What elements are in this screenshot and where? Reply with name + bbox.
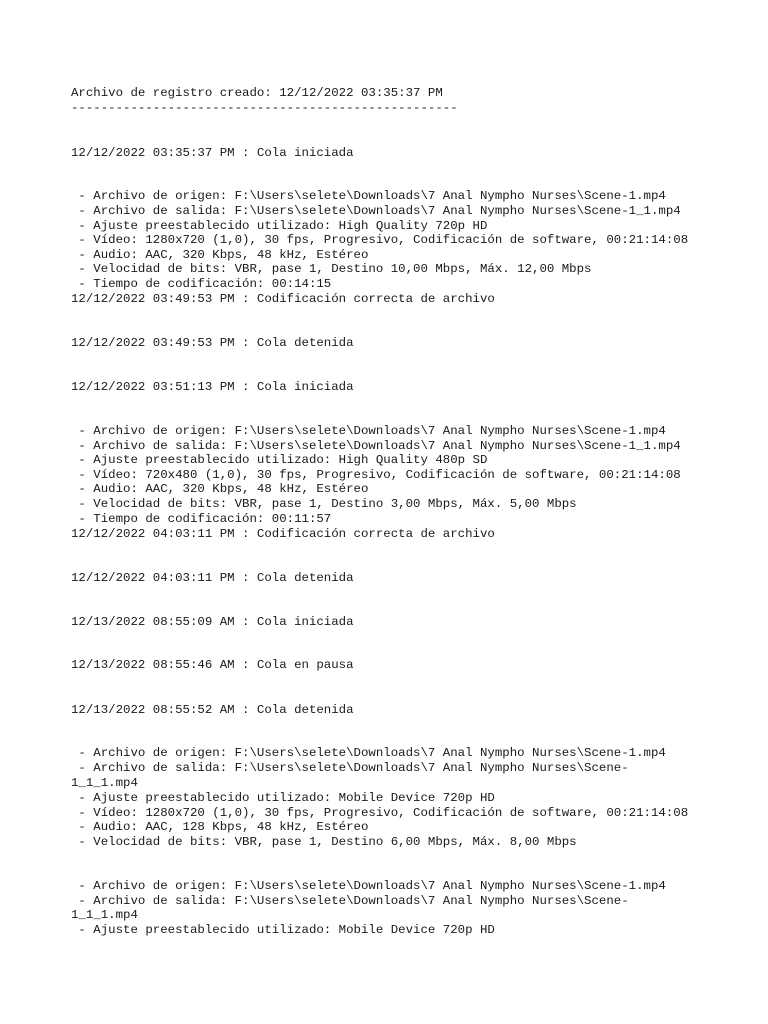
log-detail-line: - Archivo de origen: F:\Users\selete\Downloads\7 Anal Nympho Nurses\Scene-1.mp4 bbox=[71, 189, 666, 203]
log-event-line: 12/12/2022 03:49:53 PM : Cola detenida bbox=[71, 336, 354, 350]
log-event-line: 12/12/2022 03:49:53 PM : Codificación correcta de archivo bbox=[71, 292, 495, 306]
log-document bbox=[71, 0, 761, 1024]
log-detail-line: - Tiempo de codificación: 00:11:57 bbox=[71, 512, 332, 526]
log-detail-line: - Archivo de origen: F:\Users\selete\Downloads\7 Anal Nympho Nurses\Scene-1.mp4 bbox=[71, 879, 666, 893]
log-event-line: 12/13/2022 08:55:46 AM : Cola en pausa bbox=[71, 658, 354, 672]
log-event-line: 12/12/2022 03:35:37 PM : Cola iniciada bbox=[71, 146, 354, 160]
log-detail-line: - Audio: AAC, 128 Kbps, 48 kHz, Estéreo bbox=[71, 820, 369, 834]
log-detail-line: - Ajuste preestablecido utilizado: Mobile Device 720p HD bbox=[71, 791, 495, 805]
log-detail-line: - Archivo de origen: F:\Users\selete\Downloads\7 Anal Nympho Nurses\Scene-1.mp4 bbox=[71, 746, 666, 760]
log-detail-line: - Ajuste preestablecido utilizado: Mobile Device 720p HD bbox=[71, 923, 495, 937]
log-detail-line: - Archivo de salida: F:\Users\selete\Downloads\7 Anal Nympho Nurses\Scene- bbox=[71, 894, 629, 908]
log-detail-line: - Vídeo: 1280x720 (1,0), 30 fps, Progresivo, Codificación de software, 00:21:14:08 bbox=[71, 233, 689, 247]
log-detail-line: - Audio: AAC, 320 Kbps, 48 kHz, Estéreo bbox=[71, 248, 369, 262]
log-event-line: 12/13/2022 08:55:09 AM : Cola iniciada bbox=[71, 615, 354, 629]
log-event-line: 12/13/2022 08:55:52 AM : Cola detenida bbox=[71, 703, 354, 717]
log-detail-line: - Audio: AAC, 320 Kbps, 48 kHz, Estéreo bbox=[71, 482, 369, 496]
log-detail-line: 1_1_1.mp4 bbox=[71, 776, 138, 790]
log-event-line: 12/12/2022 03:51:13 PM : Cola iniciada bbox=[71, 380, 354, 394]
log-separator: ---------------------------------------------------- bbox=[71, 101, 458, 115]
log-detail-line: - Tiempo de codificación: 00:14:15 bbox=[71, 277, 332, 291]
log-detail-line: - Archivo de salida: F:\Users\selete\Downloads\7 Anal Nympho Nurses\Scene-1_1.mp4 bbox=[71, 204, 681, 218]
log-detail-line: - Archivo de salida: F:\Users\selete\Downloads\7 Anal Nympho Nurses\Scene- bbox=[71, 761, 629, 775]
log-detail-line: 1_1_1.mp4 bbox=[71, 908, 138, 922]
log-detail-line: - Velocidad de bits: VBR, pase 1, Destino 6,00 Mbps, Máx. 8,00 Mbps bbox=[71, 835, 577, 849]
log-event-line: 12/12/2022 04:03:11 PM : Cola detenida bbox=[71, 571, 354, 585]
log-detail-line: - Archivo de origen: F:\Users\selete\Downloads\7 Anal Nympho Nurses\Scene-1.mp4 bbox=[71, 424, 666, 438]
log-detail-line: - Ajuste preestablecido utilizado: High Quality 720p HD bbox=[71, 219, 488, 233]
log-detail-line: - Vídeo: 1280x720 (1,0), 30 fps, Progresivo, Codificación de software, 00:21:14:08 bbox=[71, 806, 689, 820]
log-detail-line: - Vídeo: 720x480 (1,0), 30 fps, Progresivo, Codificación de software, 00:21:14:08 bbox=[71, 468, 681, 482]
log-event-line: 12/12/2022 04:03:11 PM : Codificación correcta de archivo bbox=[71, 527, 495, 541]
log-detail-line: - Velocidad de bits: VBR, pase 1, Destino 10,00 Mbps, Máx. 12,00 Mbps bbox=[71, 262, 592, 276]
log-detail-line: - Ajuste preestablecido utilizado: High Quality 480p SD bbox=[71, 453, 488, 467]
log-detail-line: - Velocidad de bits: VBR, pase 1, Destino 3,00 Mbps, Máx. 5,00 Mbps bbox=[71, 497, 577, 511]
log-detail-line: - Archivo de salida: F:\Users\selete\Downloads\7 Anal Nympho Nurses\Scene-1_1.mp4 bbox=[71, 439, 681, 453]
log-header-line: Archivo de registro creado: 12/12/2022 03:35:37 PM bbox=[71, 86, 443, 100]
